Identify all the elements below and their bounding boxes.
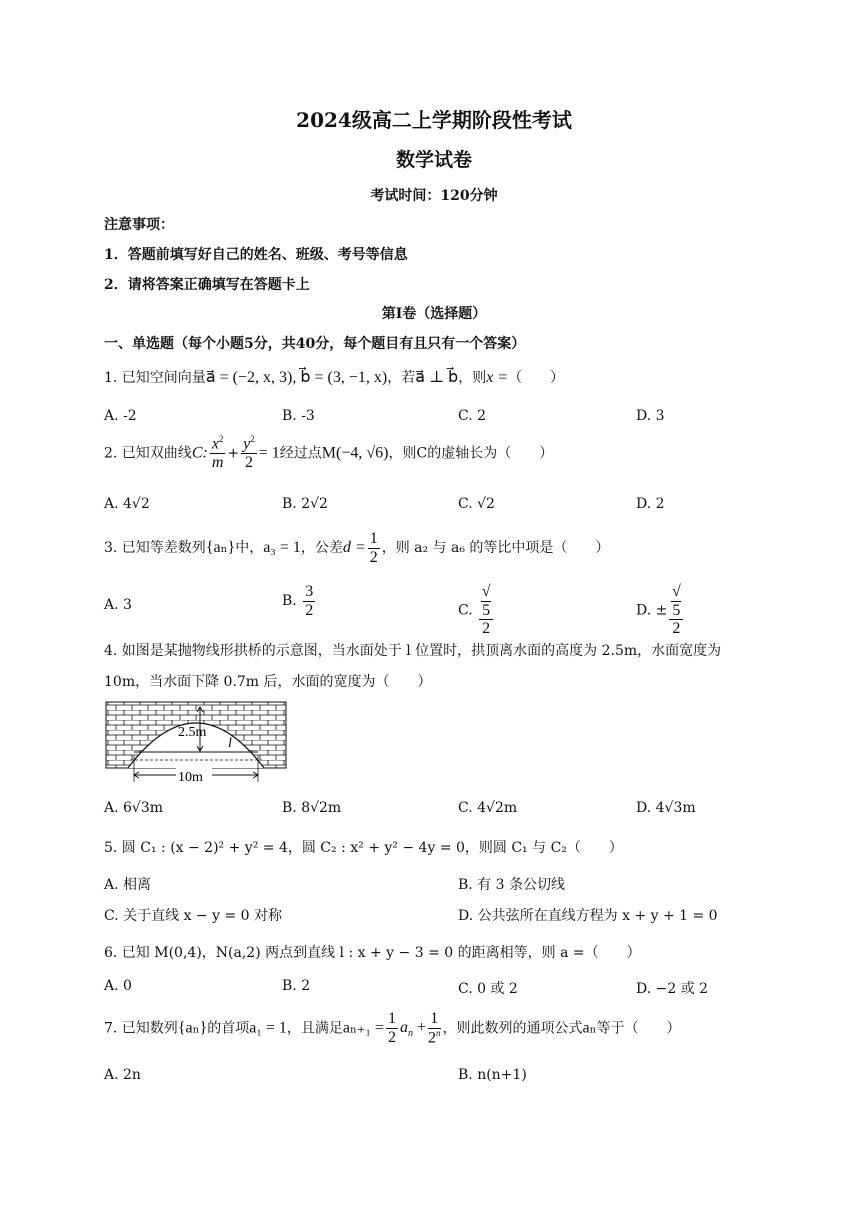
q1-vectors: a⃗ = (−2, x, 3), b⃗ = (3, −1, x): [205, 369, 388, 386]
q7-lhs: aₙ₊₁ =: [342, 1019, 384, 1037]
q2-option-d: D. 2: [636, 496, 665, 512]
q7-option-a: A. 2n: [104, 1067, 141, 1083]
q5-option-d: D. 公共弦所在直线方程为 x + y + 1 = 0: [458, 908, 718, 924]
q2-eq-end: = 1: [258, 444, 280, 462]
q7-frac-half: $\frac{1}{2}$: [387, 1010, 396, 1046]
question-5: 5. 圆 C₁ : (x − 2)² + y² = 4，圆 C₂ : x² + y² − 4y = 0，则圆 C₁ 与 C₂（ ）: [104, 840, 623, 856]
question-6: 6. 已知 M(0,4)，N(a,2) 两点到直线 l : x + y − 3 = 0 的距离相等，则 a =（ ）: [104, 945, 641, 961]
question-7: 7. 已知数列{aₙ}的首项a₁ = 1，且满足aₙ₊₁ = $\frac{1}{2}$ $a_n$ + $\frac{1}{2^n}$ ，则此数列的通项公式aₙ等于（ ）: [104, 1010, 681, 1046]
q7-a1: a₁ = 1: [249, 1019, 287, 1037]
q7-post: ，则此数列的通项公式: [442, 1020, 583, 1037]
q2-option-b: B. 2√2: [282, 496, 328, 512]
q1-mid: ，若: [387, 370, 416, 386]
q5-option-b: B. 有 3 条公切线: [458, 877, 565, 893]
q3-seq: {aₙ}: [205, 539, 236, 557]
q7-pre: 7. 已知数列: [104, 1020, 178, 1037]
q4-option-d: D. 4√3m: [636, 800, 696, 816]
exam-title: 2024级高二上学期阶段性考试: [296, 108, 572, 132]
q6-option-c: C. 0 或 2: [458, 981, 518, 997]
q2-pre: 2. 已知双曲线: [104, 445, 192, 462]
question-4-line-2: 10m，当水面下降 0.7m 后，水面的宽度为（ ）: [104, 674, 432, 690]
note-item-1: 1．答题前填写好自己的姓名、班级、考号等信息: [104, 247, 408, 263]
q7-option-b: B. n(n+1): [458, 1067, 527, 1083]
q6-option-b: B. 2: [282, 978, 311, 994]
q2-frac-x: $\frac{x^2}{m}$: [211, 434, 224, 471]
q5-option-c: C. 关于直线 x − y = 0 对称: [104, 908, 282, 924]
q6-option-d: D. −2 或 2: [636, 981, 709, 997]
question-1: [104, 367, 564, 387]
fig-height-label: 2.5m: [178, 725, 207, 740]
q1-option-b: B. -3: [282, 408, 315, 424]
question-4-line-1: 4. 如图是某抛物线形拱桥的示意图，当水面处于 l 位置时，拱顶离水面的高度为 2.5m，水面宽度为: [104, 643, 722, 659]
q3-option-d: D. ± √ 5 2: [636, 583, 685, 638]
q3-mid2: ，公差: [300, 540, 343, 557]
fig-width-label: 10m: [178, 770, 203, 784]
q3-d: d =: [342, 539, 366, 557]
q7-an: aₙ: [582, 1019, 597, 1037]
q3-option-c: C. √ 5 2: [458, 583, 495, 638]
q1-condition: a⃗ ⊥ b⃗: [415, 369, 459, 386]
fig-l-label: l: [228, 736, 232, 751]
q1-post: ，则: [458, 370, 487, 386]
q7-seq: {aₙ}: [177, 1019, 208, 1037]
q3-mid: 中，: [235, 540, 264, 557]
q3-pre: 3. 已知等差数列: [104, 540, 206, 557]
question-2: 2. 已知双曲线C: $\frac{x^2}{m}$ + $\frac{y^2}{2}$ = 1经过点M(−4, √6)，则C的虚轴长为（ ）: [104, 434, 554, 471]
note-item-2: 2．请将答案正确填写在答题卡上: [104, 277, 310, 293]
notes-heading: 注意事项：: [104, 217, 174, 233]
q2-frac-y: $\frac{y^2}{2}$: [243, 434, 255, 471]
q2-point: M(−4, √6): [321, 444, 389, 462]
q7-post2: 等于（ ）: [596, 1020, 681, 1037]
q2-option-a: A. 4√2: [104, 496, 150, 512]
q1-paren: （ ）: [508, 370, 565, 386]
q1-pre: 1. 已知空间向量: [104, 370, 206, 386]
q2-option-c: C. √2: [458, 496, 495, 512]
q3-d-frac: $\frac{1}{2}$: [369, 530, 378, 566]
q3-option-b: B. $\frac{3}{2}$: [282, 583, 314, 619]
section-heading: 一、单选题（每个小题5分，共40分，每个题目有且只有一个答案）: [104, 336, 526, 352]
q4-option-a: A. 6√3m: [104, 800, 164, 816]
exam-time: 考试时间：120分钟: [370, 188, 498, 204]
q7-frac-pow: $\frac{1}{2^n}$: [428, 1010, 441, 1046]
q3-a3: a₃ = 1: [263, 539, 301, 557]
exam-subtitle: 数学试卷: [395, 149, 472, 171]
q5-option-a: A. 相离: [104, 877, 152, 893]
q4-option-b: B. 8√2m: [282, 800, 342, 816]
q2-curve: C:: [191, 444, 208, 462]
q1-option-a: A. -2: [104, 408, 137, 424]
q1-option-d: D. 3: [636, 408, 665, 424]
q1-option-c: C. 2: [458, 408, 487, 424]
q7-mid2: ，且满足: [286, 1020, 343, 1037]
q6-option-a: A. 0: [104, 978, 132, 994]
q2-mid: 经过点: [279, 445, 322, 462]
q4-option-c: C. 4√2m: [458, 800, 518, 816]
q3-option-a: A. 3: [104, 597, 132, 613]
q1-ask: x =: [486, 369, 509, 386]
q3-post: ，则 a₂ 与 a₆ 的等比中项是（ ）: [381, 540, 610, 557]
q2-post: ，则C的虚轴长为（ ）: [388, 445, 554, 462]
q7-mid: 的首项: [207, 1020, 250, 1037]
question-3: [104, 530, 609, 566]
arch-bridge-figure: [104, 700, 288, 784]
part-title: 第I卷（选择题）: [381, 306, 487, 322]
